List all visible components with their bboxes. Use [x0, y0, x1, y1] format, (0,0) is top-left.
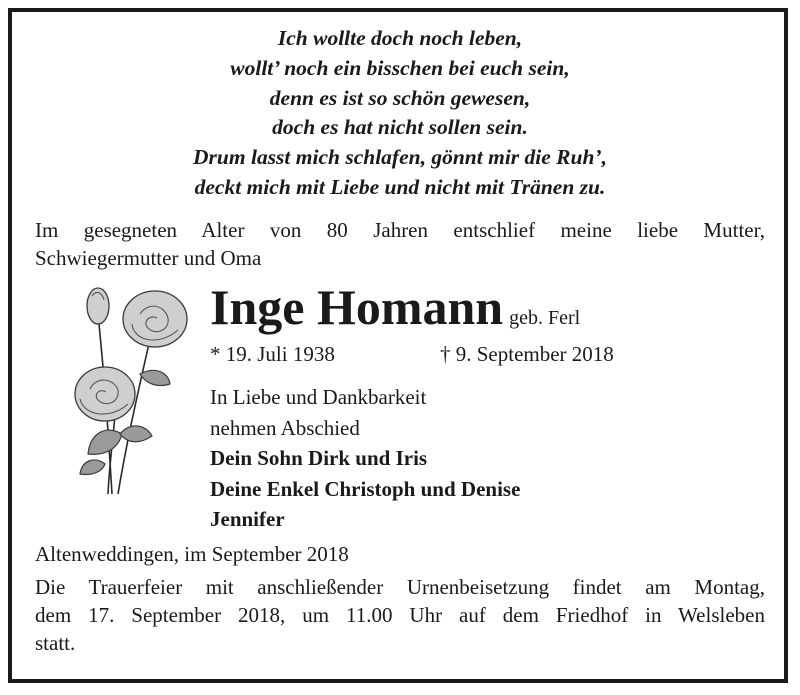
family-member: Dein Sohn Dirk und Iris: [210, 446, 428, 470]
service-line: dem 17. September 2018, um 11.00 Uhr auf dem Friedhof in Welsleben: [35, 603, 765, 627]
family-member: Deine Enkel Christoph und Denise: [210, 476, 521, 501]
service-info: [35, 573, 765, 657]
poem-line: doch es hat nicht sollen sein.: [272, 115, 528, 140]
deceased-name-block: [210, 278, 580, 336]
mourners: [210, 382, 520, 535]
death-date: † 9. September 2018: [440, 342, 614, 366]
poem-line: wollt’ noch ein bisschen bei euch sein,: [230, 55, 570, 80]
mourners-line: In Liebe und Dankbarkeit: [210, 385, 427, 409]
rose-icon: [60, 284, 195, 504]
intro-line: Schwiegermutter und Oma: [35, 246, 262, 270]
service-line: Die Trauerfeier mit anschließender Urnenbeisetzung findet am Montag,: [35, 575, 765, 599]
poem: [0, 24, 800, 203]
birth-date: * 19. Juli 1938: [210, 342, 335, 366]
family-member: Jennifer: [210, 507, 285, 531]
poem-line: denn es ist so schön gewesen,: [269, 85, 531, 110]
place-date: Altenweddingen, im September 2018: [35, 542, 349, 566]
intro-line: Im gesegneten Alter von 80 Jahren entschlief meine liebe Mutter,: [35, 218, 765, 242]
poem-line: deckt mich mit Liebe und nicht mit Tränen zu.: [194, 174, 606, 199]
birth-name: geb. Ferl: [509, 307, 581, 329]
mourners-line: nehmen Abschied: [210, 415, 360, 440]
rose-illustration: [60, 284, 195, 504]
intro-text: [35, 216, 765, 272]
poem-line: Ich wollte doch noch leben,: [277, 26, 523, 50]
service-line: statt.: [35, 631, 76, 655]
poem-line: Drum lasst mich schlafen, gönnt mir die Ruh’,: [193, 145, 607, 170]
deceased-name: Inge Homann: [210, 279, 504, 335]
